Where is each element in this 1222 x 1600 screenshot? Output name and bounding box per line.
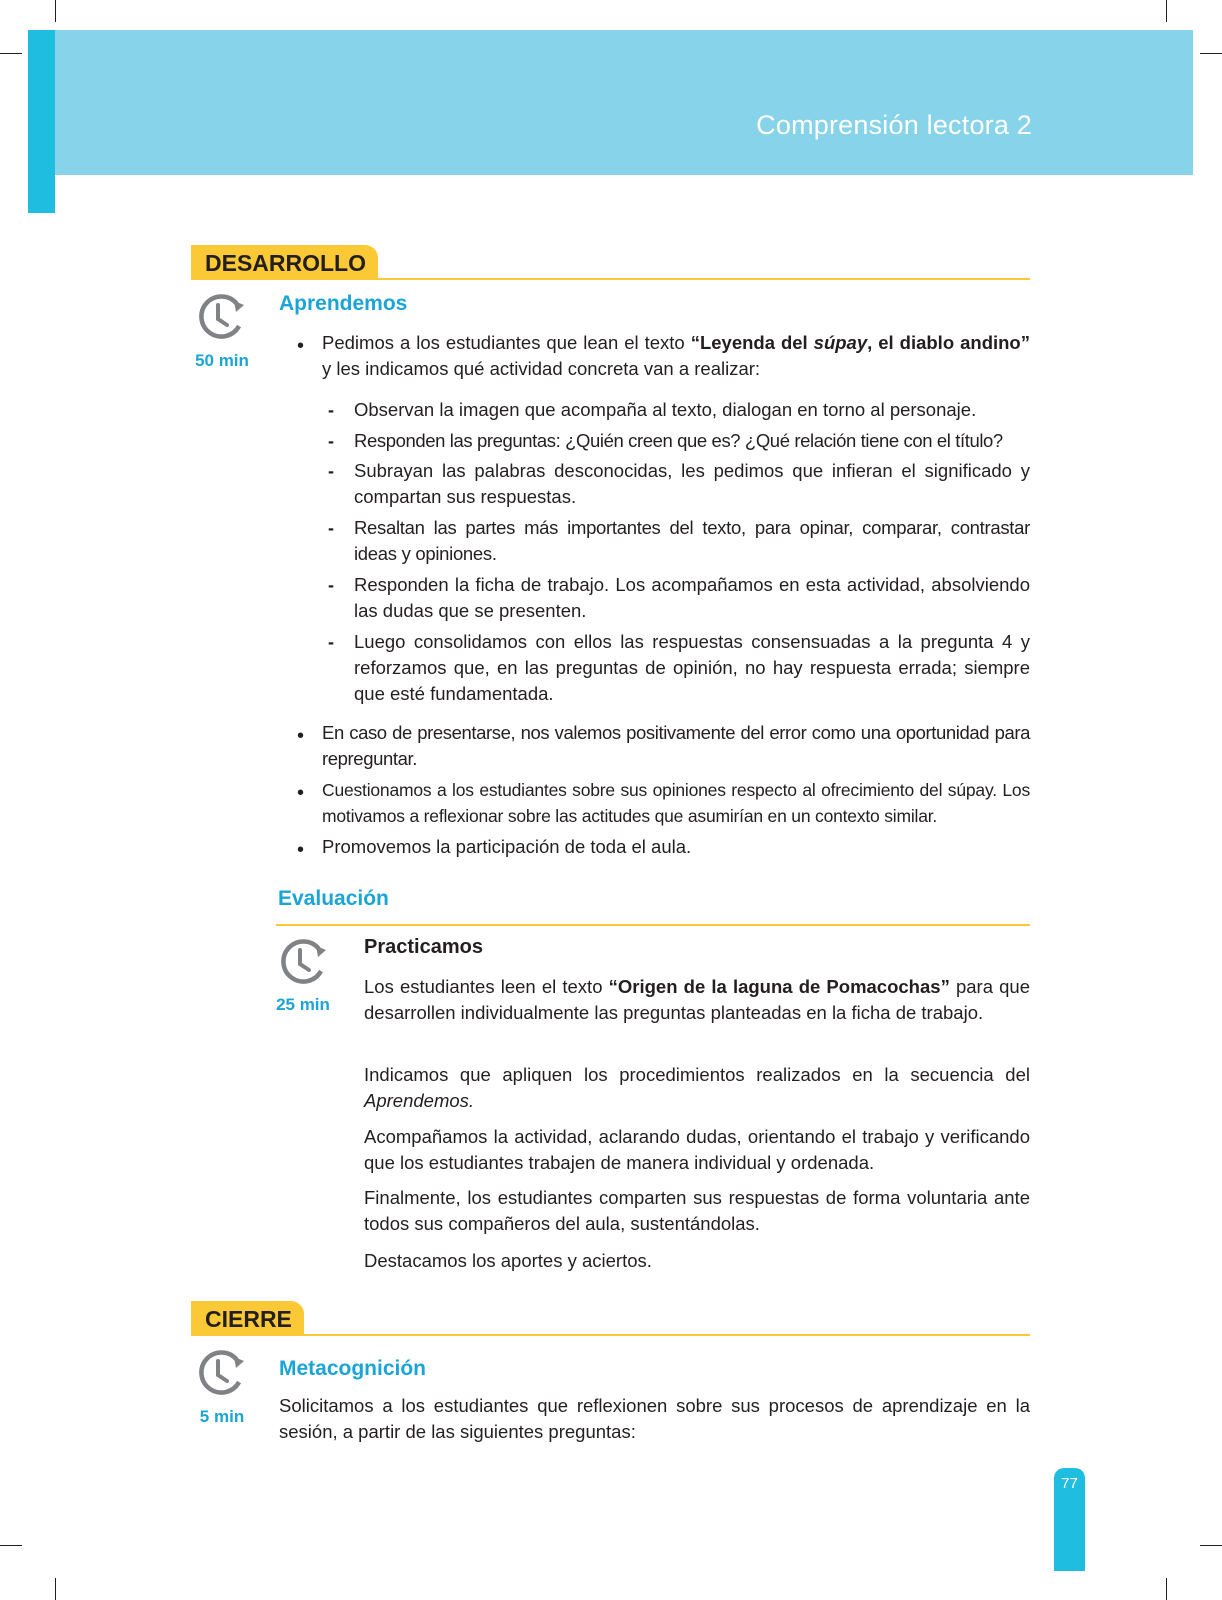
dash-item: Responden las preguntas: ¿Quién creen que es? ¿Qué relación tiene con el título?: [354, 430, 1003, 451]
bullet-marker: •: [297, 839, 305, 861]
crop-mark: [55, 0, 56, 22]
bullet-item: Promovemos la participación de toda el aula.: [322, 836, 692, 857]
header-bar: [54, 30, 1193, 175]
clock-icon: [196, 1347, 246, 1397]
crop-mark: [1200, 53, 1222, 54]
bullet-marker: •: [297, 725, 305, 747]
header-title: Comprensión lectora 2: [756, 110, 1032, 140]
evaluacion-paragraph: Acompañamos la actividad, aclarando dudas, orientando el trabajo y verificando que los estudiantes trabajen de manera individual y ordenada.: [364, 1126, 1030, 1173]
time-label-evaluacion: 25 min: [276, 995, 330, 1014]
crop-mark: [1166, 0, 1167, 22]
text-bold: “Origen de la laguna de Pomacochas”: [608, 976, 950, 997]
crop-mark: [1166, 1578, 1167, 1600]
page-number: 77: [1061, 1475, 1078, 1492]
dash-item: Resaltan las partes más importantes del texto, para opinar, comparar, contrastar ideas y opiniones.: [354, 517, 1030, 564]
crop-mark: [0, 53, 22, 54]
evaluacion-paragraph: [364, 974, 1030, 1026]
text-segment: Los estudiantes leen el texto: [364, 976, 609, 997]
text-bold-italic: súpay: [813, 332, 868, 353]
dash-marker: -: [328, 575, 334, 595]
time-label-metacognicion: 5 min: [199, 1407, 245, 1426]
section-rule: [191, 1334, 1030, 1336]
text-segment: Pedimos a los estudiantes que lean el texto: [322, 332, 691, 353]
dash-item: Luego consolidamos con ellos las respuestas consensuadas a la pregunta 4 y reforzamos que, en las preguntas de opinión, no hay respuesta errada; siempre que esté fundamentada.: [354, 631, 1030, 704]
text-segment: Indicamos que apliquen los procedimientos realizados en la secuencia del: [364, 1064, 1030, 1085]
crop-mark: [1200, 1545, 1222, 1546]
evaluacion-paragraph: [364, 1062, 1030, 1114]
dash-marker: -: [328, 461, 334, 481]
crop-mark: [0, 1545, 22, 1546]
heading-aprendemos: Aprendemos: [279, 292, 408, 315]
clock-icon: [196, 291, 246, 341]
heading-metacognicion: Metacognición: [279, 1357, 427, 1380]
text-bold: , el diablo andino”: [867, 332, 1030, 353]
section-rule: [191, 278, 1030, 280]
text-bold: “Leyenda del: [690, 332, 814, 353]
dash-item: Responden la ficha de trabajo. Los acompañamos en esta actividad, absolviendo las dudas que se presenten.: [354, 574, 1030, 621]
metacognicion-paragraph: Solicitamos a los estudiantes que reflexionen sobre sus procesos de aprendizaje en la sesión, a partir de las siguientes preguntas:: [279, 1395, 1030, 1442]
dash-marker: -: [328, 431, 334, 451]
text-italic: Aprendemos.: [364, 1090, 475, 1111]
section-rule: [276, 924, 1030, 926]
aprendemos-intro-paragraph: [322, 330, 1030, 382]
time-label-aprendemos: 50 min: [195, 351, 249, 370]
dash-marker: -: [328, 400, 334, 420]
section-tab-cierre: CIERRE: [191, 1301, 304, 1335]
evaluacion-paragraph: Destacamos los aportes y aciertos.: [364, 1250, 652, 1271]
bullet-marker: •: [297, 335, 305, 357]
dash-marker: -: [328, 632, 334, 652]
clock-icon: [278, 936, 328, 986]
crop-mark: [55, 1578, 56, 1600]
heading-practicamos: Practicamos: [364, 936, 483, 958]
bullet-item: Cuestionamos a los estudiantes sobre sus opiniones respecto al ofrecimiento del súpay. Los motivamos a reflexionar sobre las actitudes que asumirían en un contexto similar.: [322, 780, 1030, 826]
text-segment: para que desarrollen individualmente las preguntas planteadas en la ficha de trabajo.: [364, 976, 1030, 1023]
section-tab-desarrollo: DESARROLLO: [191, 245, 378, 279]
text-segment: y les indicamos qué actividad concreta van a realizar:: [322, 358, 761, 379]
bullet-item: En caso de presentarse, nos valemos positivamente del error como una oportunidad para repreguntar.: [322, 722, 1030, 769]
header-accent-strip: [28, 30, 55, 213]
bullet-marker: •: [297, 782, 305, 804]
dash-item: Subrayan las palabras desconocidas, les pedimos que infieran el significado y compartan sus respuestas.: [354, 460, 1030, 507]
heading-evaluacion: Evaluación: [278, 887, 389, 910]
evaluacion-paragraph: Finalmente, los estudiantes comparten sus respuestas de forma voluntaria ante todos sus compañeros del aula, sustentándolas.: [364, 1187, 1030, 1234]
dash-item: Observan la imagen que acompaña al texto, dialogan en torno al personaje.: [354, 399, 977, 420]
dash-marker: -: [328, 518, 334, 538]
